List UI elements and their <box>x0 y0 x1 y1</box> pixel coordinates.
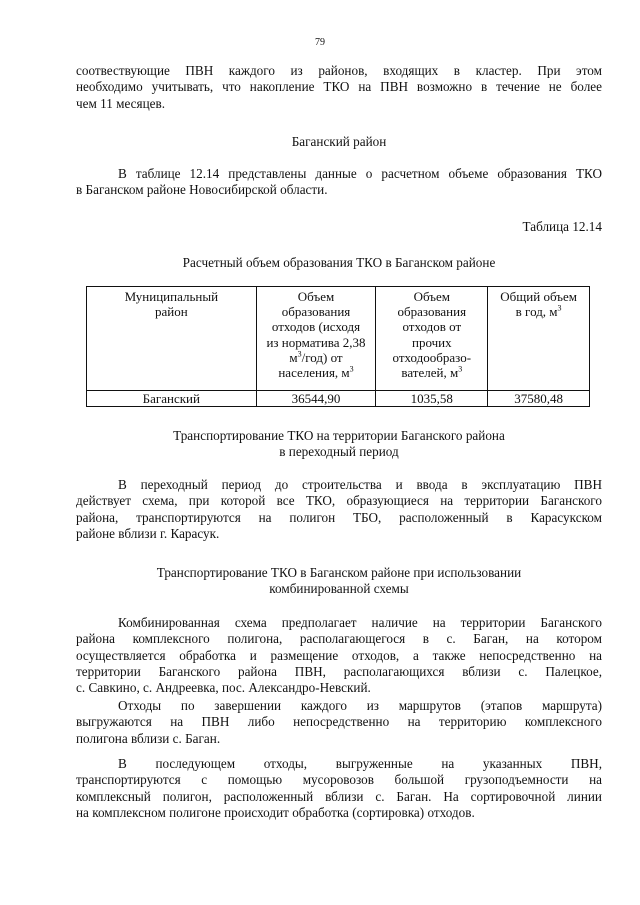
table-header-row <box>87 287 590 391</box>
cell-total-volume: 37580,48 <box>488 391 590 407</box>
waste-volume-table <box>86 286 590 407</box>
cell-other-volume: 1035,58 <box>376 391 488 407</box>
table-title: Расчетный объем образования ТКО в Баганском районе <box>182 255 496 270</box>
intro-paragraph <box>76 63 602 112</box>
text-line: района комплексного полигона, располагающегося в с. Баган, на котором <box>76 631 602 647</box>
cell-population-volume: 36544,90 <box>256 391 376 407</box>
table-label: Таблица 12.14 <box>522 219 602 234</box>
text-line: В последующем отходы, выгруженные на указанных ПВН, <box>118 756 602 771</box>
text-line: на комплексном полигоне происходит обработка (сортировка) отходов. <box>76 804 475 820</box>
text-line: транспортируются с помощью мусоровозов большой грузоподъемности на <box>76 772 602 788</box>
combined-paragraph-1 <box>76 615 602 696</box>
text-line: района, транспортируются на полигон ТБО, расположенный в Карасукском <box>76 509 602 525</box>
heading-combined-scheme: Транспортирование ТКО в Баганском районе при использовании комбинированной схемы <box>156 565 522 597</box>
text-line: необходимо учитывать, что накопление ТКО на ПВН возможно в течение не более <box>76 79 602 95</box>
text-line: полигона вблизи с. Баган. <box>76 730 221 746</box>
table-row <box>87 391 590 407</box>
text-line: территории Баганского района ПВН, располагающихся вблизи с. Палецкое, <box>76 663 602 679</box>
combined-paragraph-3 <box>76 756 602 821</box>
header-other-producers-volume: Объем образования отходов от прочих отходообразо- вателей, $м^3$ <box>376 287 488 391</box>
text-line: с. Савкино, с. Андреевка, пос. Александро-Невский. <box>76 680 371 696</box>
text-line: Отходы по завершении каждого из маршрутов (этапов маршрута) <box>118 698 602 713</box>
text-line: соотвествующие ПВН каждого из районов, входящих в кластер. При этом <box>76 63 602 78</box>
text-line: в Баганском районе Новосибирской области. <box>76 182 328 198</box>
page-number: 79 <box>315 37 325 48</box>
text-line: чем 11 месяцев. <box>76 95 166 111</box>
header-total-annual-volume: Общий объем в год, $м^3$ <box>488 287 590 391</box>
text-line: комплексный полигон, расположенный вблизи с. Баган. На сортировочной линии <box>76 788 602 804</box>
text-line: Комбинированная схема предполагает наличие на территории Баганского <box>118 615 602 630</box>
combined-paragraph-2 <box>76 698 602 747</box>
heading-transport-transition: Транспортирование ТКО на территории Баганского района в переходный период <box>173 428 505 460</box>
text-line: В таблице 12.14 представлены данные о расчетном объеме образования ТКО <box>118 166 602 181</box>
header-municipal-district: Муниципальный район <box>87 287 257 391</box>
text-line: В переходный период до строительства и ввода в эксплуатацию ПВН <box>118 477 602 492</box>
text-line: выгружаются на ПВН либо непосредственно на территорию комплексного <box>76 714 602 730</box>
text-line: районе вблизи г. Карасук. <box>76 525 220 541</box>
header-population-volume: Объем образования отходов (исходя из норматива 2,38 $м^3/год$) от населения, $м^3$ <box>256 287 376 391</box>
cell-district: Баганский <box>87 391 257 407</box>
section-heading: Баганский район <box>291 134 387 149</box>
text-line: осуществляется обработка и размещение отходов, а также непосредственно на <box>76 647 602 663</box>
table-intro-paragraph <box>76 166 602 199</box>
transport-paragraph <box>76 477 602 542</box>
text-line: действует схема, при которой все ТКО, образующиеся на территории Баганского <box>76 493 602 509</box>
